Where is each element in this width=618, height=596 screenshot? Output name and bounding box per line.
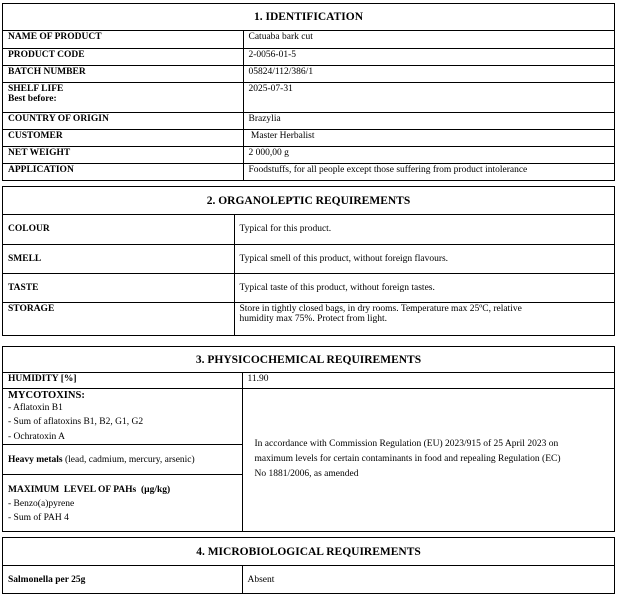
contaminants-cell: [3, 388, 242, 531]
salmonella-value: Absent: [242, 566, 614, 593]
name-of-product-value: Catuaba bark cut: [243, 31, 614, 48]
table-row: [3, 163, 614, 180]
pah-block: [3, 475, 242, 525]
storage-label: STORAGE: [3, 302, 234, 335]
heavy-metals-list: (lead, cadmium, mercury, arsenic): [62, 454, 195, 465]
taste-label: TASTE: [3, 273, 234, 302]
table-row: [3, 273, 614, 302]
physicochemical-table: [3, 373, 614, 531]
microbiological-table: [3, 566, 614, 593]
batch-number-label: BATCH NUMBER: [3, 65, 243, 82]
table-row: [3, 244, 614, 273]
mycotoxin-sum-aflatoxins: - Sum of aflatoxins B1, B2, G1, G2: [8, 417, 144, 427]
smell-label: SMELL: [3, 244, 234, 273]
mycotoxins-label: MYCOTOXINS:: [8, 389, 85, 401]
organoleptic-header: 2. ORGANOLEPTIC REQUIREMENTS: [3, 187, 614, 215]
taste-value: Typical taste of this product, without foreign tastes.: [234, 273, 614, 302]
pah-label: MAXIMUM LEVEL OF PAHs (µg/kg): [8, 484, 171, 495]
table-row: [3, 82, 614, 112]
heavy-metals-block: [3, 445, 242, 475]
batch-number-value: 05824/112/386/1: [243, 65, 614, 82]
table-row: [3, 302, 614, 335]
physicochemical-section: [2, 346, 615, 532]
mycotoxins-block: [3, 389, 242, 445]
application-label: APPLICATION: [3, 163, 243, 180]
pah-sum-pah4: - Sum of PAH 4: [8, 512, 69, 523]
shelf-life-label: [3, 82, 243, 112]
physicochemical-header: 3. PHYSICOCHEMICAL REQUIREMENTS: [3, 347, 614, 373]
table-row: [3, 215, 614, 244]
best-before-label: Best before:: [8, 93, 57, 104]
name-of-product-label: NAME OF PRODUCT: [3, 31, 243, 48]
regulation-text: In accordance with Commission Regulation (EU) 2023/915 of 25 April 2023 on maximum levels for certain contaminants in food and repealing Regulation (EC) No 1881/2006, as amended: [242, 388, 614, 531]
colour-value: Typical for this product.: [234, 215, 614, 244]
storage-value: Store in tightly closed bags, in dry rooms. Temperature max 25ºC, relative humidity max 75%. Protect from light.: [234, 302, 614, 335]
mycotoxin-ochratoxin-a: - Ochratoxin A: [8, 431, 65, 442]
shelf-life-value: 2025-07-31: [243, 82, 614, 112]
mycotoxin-aflatoxin-b1: - Aflatoxin B1: [8, 402, 63, 413]
humidity-label: HUMIDITY [%]: [3, 373, 242, 388]
heavy-metals-label: Heavy metals: [8, 454, 63, 465]
net-weight-label: NET WEIGHT: [3, 146, 243, 163]
identification-section: [2, 3, 615, 181]
table-row: [3, 31, 614, 48]
table-row: [3, 65, 614, 82]
organoleptic-section: [2, 186, 615, 336]
colour-label: COLOUR: [3, 215, 234, 244]
net-weight-value: 2 000,00 g: [243, 146, 614, 163]
product-code-label: PRODUCT CODE: [3, 48, 243, 65]
microbiological-header: 4. MICROBIOLOGICAL REQUIREMENTS: [3, 538, 614, 566]
product-code-value: 2-0056-01-5: [243, 48, 614, 65]
organoleptic-table: [3, 215, 614, 335]
table-row: [3, 48, 614, 65]
shelf-life-title: SHELF LIFE: [8, 83, 64, 94]
smell-value: Typical smell of this product, without foreign flavours.: [234, 244, 614, 273]
country-of-origin-label: COUNTRY OF ORIGIN: [3, 112, 243, 129]
pah-benzo-a-pyrene: - Benzo(a)pyrene: [8, 498, 75, 509]
table-row: [3, 566, 614, 593]
table-row: [3, 388, 614, 531]
identification-header: 1. IDENTIFICATION: [3, 4, 614, 31]
application-value: Foodstuffs, for all people except those suffering from product intolerance: [243, 163, 614, 180]
customer-value: Master Herbalist: [243, 129, 614, 146]
identification-table: [3, 31, 614, 180]
salmonella-label: Salmonella per 25g: [3, 566, 242, 593]
country-of-origin-value: Brazylia: [243, 112, 614, 129]
table-row: [3, 129, 614, 146]
microbiological-section: [2, 537, 615, 594]
humidity-value: 11.90: [242, 373, 614, 388]
customer-label: CUSTOMER: [3, 129, 243, 146]
table-row: [3, 112, 614, 129]
table-row: [3, 146, 614, 163]
table-row: [3, 373, 614, 388]
